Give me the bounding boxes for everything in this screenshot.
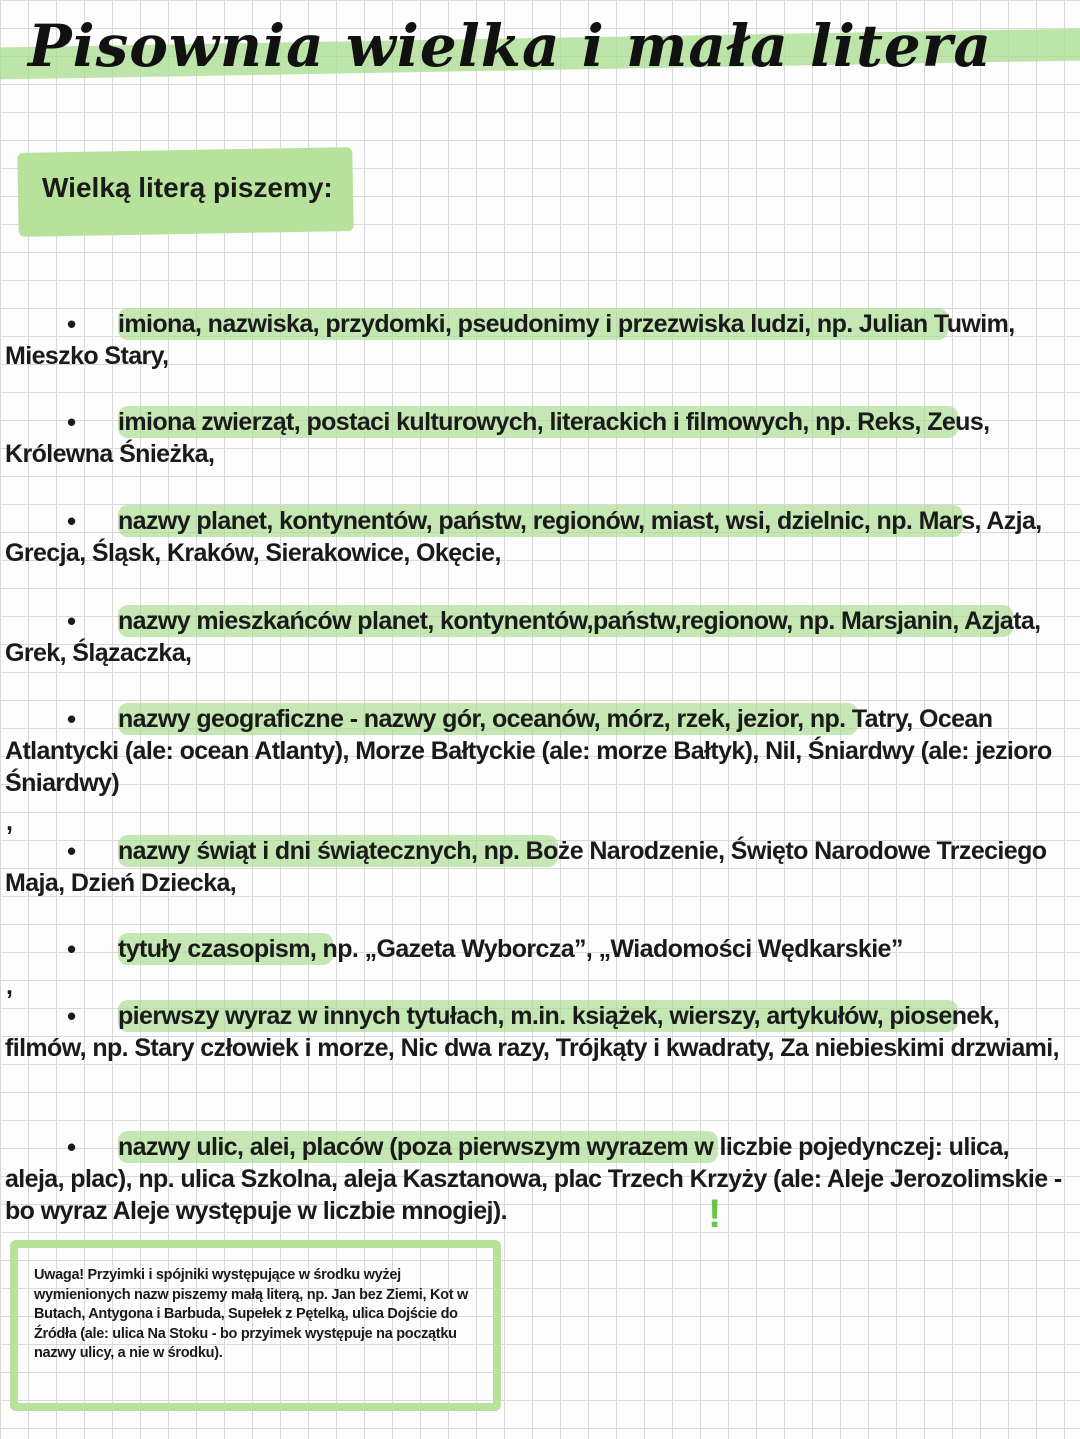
- item-text: nazwy ulic, alei, placów (poza pierwszym wyrazem w liczbie pojedynczej: ulica, aleja, plac), np. ulica Szkolna, aleja Kasztanowa, plac Trzech Krzyży (ale: Aleje Jerozolimskie - bo wyraz Aleje występuje w liczbie mnogiej).: [5, 1133, 1062, 1225]
- section-heading: Wielką literą piszemy:: [42, 172, 333, 203]
- list-item: [5, 406, 1065, 470]
- bullet-icon: •: [67, 1001, 76, 1031]
- list-item: [5, 605, 1065, 669]
- item-text: nazwy świąt i dni świątecznych, np. Boże Narodzenie, Święto Narodowe Trzeciego Maja, Dzień Dziecka,: [5, 837, 1047, 897]
- list-item: [5, 703, 1065, 799]
- item-text: imiona, nazwiska, przydomki, pseudonimy i przezwiska ludzi, np. Julian Tuwim, Mieszko Stary,: [5, 310, 1015, 370]
- item-text: nazwy planet, kontynentów, państw, regionów, miast, wsi, dzielnic, np. Mars, Azja, Grecja, Śląsk, Kraków, Sierakowice, Okęcie,: [5, 507, 1042, 567]
- bullet-icon: •: [67, 1132, 76, 1162]
- list-item: [5, 308, 1065, 372]
- item-text: tytuły czasopism, np. „Gazeta Wyborcza”, „Wiadomości Wędkarskie”: [118, 935, 903, 963]
- bullet-icon: •: [67, 309, 76, 339]
- page-title: Pisownia wielka i mała litera: [28, 12, 992, 80]
- bullet-icon: •: [67, 407, 76, 437]
- list-item: [5, 1000, 1065, 1064]
- stray-comma: ,: [6, 972, 13, 1000]
- item-text: pierwszy wyraz w innych tytułach, m.in. książek, wierszy, artykułów, piosenek, filmów, np. Stary człowiek i morze, Nic dwa razy, Trójkąty i kwadraty, Za niebieskimi drzwiami,: [5, 1002, 1059, 1062]
- item-text: nazwy mieszkańców planet, kontynentów,państw,regionow, np. Marsjanin, Azjata, Grek, Ślązaczka,: [5, 607, 1041, 667]
- list-item: [5, 505, 1065, 569]
- list-item: [5, 835, 1065, 899]
- list-item: [5, 1131, 1065, 1227]
- stray-comma: ,: [6, 808, 13, 836]
- bullet-icon: •: [67, 704, 76, 734]
- bullet-icon: •: [67, 506, 76, 536]
- item-text: nazwy geograficzne - nazwy gór, oceanów, mórz, rzek, jezior, np. Tatry, Ocean Atlantycki (ale: ocean Atlanty), Morze Bałtyckie (ale: morze Bałtyk), Nil, Śniardwy (ale: jezioro Śniardwy): [5, 705, 1052, 797]
- item-text: imiona zwierząt, postaci kulturowych, literackich i filmowych, np. Reks, Zeus, Królewna Śnieżka,: [5, 408, 990, 468]
- note-text: Uwaga! Przyimki i spójniki występujące w środku wyżej wymienionych nazw piszemy małą literą, np. Jan bez Ziemi, Kot w Butach, Antygona i Barbuda, Supełek z Pętelką, ulica Dojście do Źródła (ale: ulica Na Stoku - bo przyimek występuje na początku nazwy ulicy, a nie w środku).: [34, 1267, 468, 1361]
- list-item: [5, 933, 1065, 965]
- bullet-icon: •: [67, 836, 76, 866]
- exclamation-icon: !: [708, 1192, 722, 1236]
- bullet-icon: •: [67, 606, 76, 636]
- bullet-icon: •: [67, 934, 76, 964]
